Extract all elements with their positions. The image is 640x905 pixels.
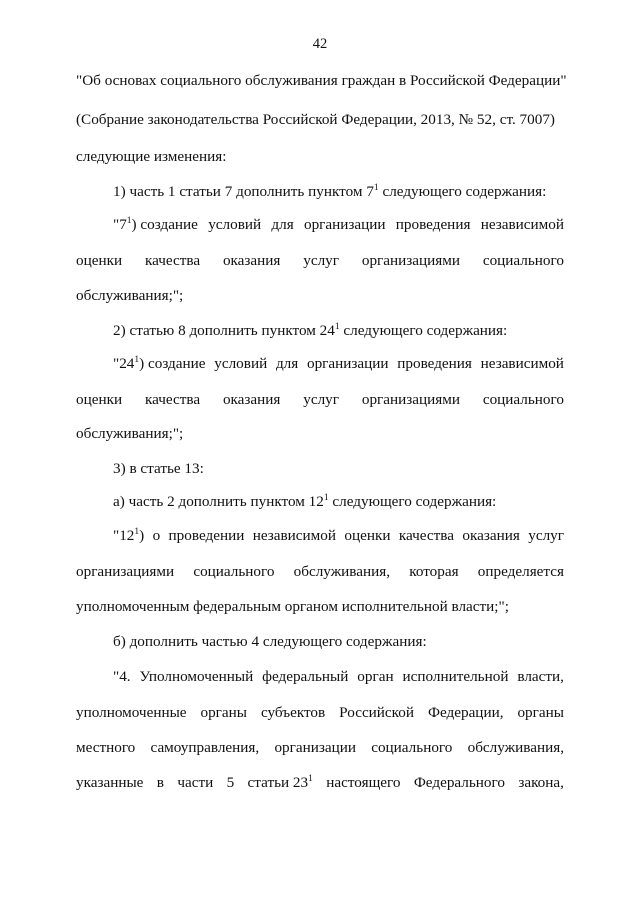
text-line: уполномоченные органы субъектов Российской Федерации, органы	[76, 704, 564, 721]
text-line: 3) в статье 13:	[113, 460, 204, 477]
text-line: следующие изменения:	[76, 148, 227, 165]
text-line: оценки качества оказания услуг организациями социального	[76, 252, 564, 269]
text-line: а) часть 2 дополнить пунктом $12^1$ следующего содержания:	[113, 493, 497, 510]
text-line: организациями социального обслуживания, которая определяется	[76, 563, 564, 580]
text-line: оценки качества оказания услуг организациями социального	[76, 391, 564, 408]
text-line: б) дополнить частью 4 следующего содержания:	[113, 633, 427, 650]
text-line: "$7^1$) создание условий для организации проведения независимой	[113, 216, 564, 233]
text-line: "$12^1$) о проведении независимой оценки качества оказания услуг	[113, 527, 564, 544]
text-line: обслуживания;";	[76, 425, 184, 442]
text-line: (Собрание законодательства Российской Федерации, 2013, № 52, ст. 7007)	[76, 111, 555, 128]
text-line: местного самоуправления, организации социального обслуживания,	[76, 739, 564, 756]
text-line: "$24^1$) создание условий для организации проведения независимой	[113, 355, 564, 372]
text-line: 1) часть 1 статьи 7 дополнить пунктом $7^1$ следующего содержания:	[113, 183, 547, 200]
page-number: 42	[312, 36, 328, 52]
text-line: обслуживания;";	[76, 287, 184, 304]
text-line: "4. Уполномоченный федеральный орган исполнительной власти,	[113, 668, 564, 685]
text-line: 2) статью 8 дополнить пунктом $24^1$ следующего содержания:	[113, 322, 508, 339]
text-line: "Об основах социального обслуживания граждан в Российской Федерации"	[76, 72, 567, 89]
text-line: уполномоченным федеральным органом исполнительной власти;";	[76, 598, 509, 615]
text-line: указанные в части 5 статьи $23^1$ настоящего Федерального закона,	[76, 774, 564, 791]
